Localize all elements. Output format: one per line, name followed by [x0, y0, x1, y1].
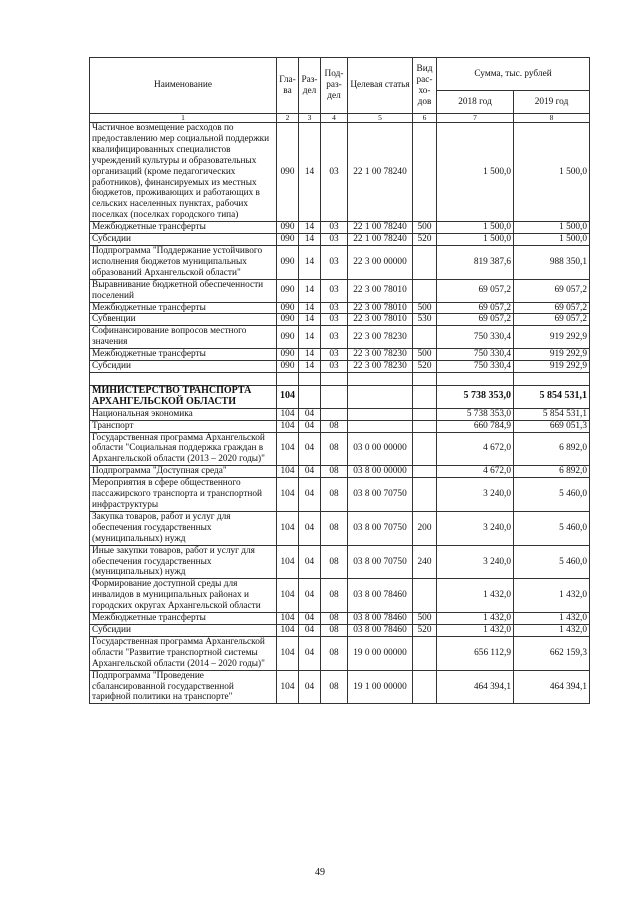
row-sum-2018: 656 112,9 — [437, 636, 514, 670]
row-sum-2018: 1 432,0 — [437, 624, 514, 636]
row-sum-2018: 4 672,0 — [437, 466, 514, 478]
row-podrazdel: 03 — [321, 326, 348, 349]
row-sum-2019: 6 892,0 — [514, 432, 590, 466]
row-podrazdel: 03 — [321, 222, 348, 234]
row-razdel: 04 — [299, 613, 321, 625]
header-sum: Сумма, тыс. рублей — [437, 58, 590, 91]
column-number: 4 — [321, 114, 348, 123]
row-name: Субвенции — [90, 314, 277, 326]
row-expense-type: 240 — [413, 545, 437, 579]
row-sum-2019: 5 460,0 — [514, 545, 590, 579]
row-target-article: 03 8 00 70750 — [348, 545, 413, 579]
row-expense-type: 520 — [413, 361, 437, 373]
row-razdel: 04 — [299, 579, 321, 613]
row-sum-2019: 1 432,0 — [514, 624, 590, 636]
column-number: 3 — [299, 114, 321, 123]
row-target-article: 22 3 00 78230 — [348, 349, 413, 361]
row-razdel: 14 — [299, 245, 321, 279]
row-sum-2018: 69 057,2 — [437, 302, 514, 314]
row-glava: 104 — [277, 478, 299, 512]
row-sum-2019: 1 500,0 — [514, 234, 590, 246]
row-podrazdel: 03 — [321, 279, 348, 302]
row-name: Подпрограмма "Проведение сбалансированной государственной тарифной политики на транспорте" — [90, 670, 277, 704]
table-row — [90, 361, 590, 373]
row-razdel: 04 — [299, 408, 321, 420]
row-expense-type — [413, 326, 437, 349]
header-2019: 2019 год — [514, 91, 590, 114]
row-podrazdel: 08 — [321, 545, 348, 579]
row-target-article: 03 8 00 78460 — [348, 624, 413, 636]
row-target-article: 03 0 00 00000 — [348, 432, 413, 466]
row-podrazdel: 03 — [321, 361, 348, 373]
row-sum-2018: 1 500,0 — [437, 234, 514, 246]
row-name: Межбюджетные трансферты — [90, 613, 277, 625]
row-glava: 104 — [277, 545, 299, 579]
row-razdel: 14 — [299, 326, 321, 349]
table-row — [90, 302, 590, 314]
row-expense-type — [413, 245, 437, 279]
row-sum-2018: 464 394,1 — [437, 670, 514, 704]
row-sum-2018: 1 500,0 — [437, 123, 514, 222]
row-name: Государственная программа Архангельской области "Развитие транспортной системы Архангельской области (2014 – 2020 годы)" — [90, 636, 277, 670]
row-sum-2019: 5 460,0 — [514, 511, 590, 545]
row-podrazdel: 08 — [321, 432, 348, 466]
row-glava: 090 — [277, 234, 299, 246]
row-podrazdel: 08 — [321, 466, 348, 478]
row-name: Национальная экономика — [90, 408, 277, 420]
row-target-article: 03 8 00 78460 — [348, 613, 413, 625]
row-podrazdel: 08 — [321, 478, 348, 512]
row-sum-2018: 750 330,4 — [437, 326, 514, 349]
table-row — [90, 123, 590, 222]
row-sum-2019: 69 057,2 — [514, 279, 590, 302]
table-row — [90, 349, 590, 361]
row-sum-2019: 69 057,2 — [514, 302, 590, 314]
ministry-sum-2018: 5 738 353,0 — [437, 385, 514, 408]
row-expense-type: 500 — [413, 349, 437, 361]
table-row — [90, 279, 590, 302]
row-sum-2019: 669 051,3 — [514, 420, 590, 432]
row-expense-type: 200 — [413, 511, 437, 545]
row-expense-type — [413, 279, 437, 302]
row-expense-type: 500 — [413, 613, 437, 625]
table-row — [90, 326, 590, 349]
row-expense-type — [413, 420, 437, 432]
row-razdel: 04 — [299, 511, 321, 545]
row-name: Межбюджетные трансферты — [90, 302, 277, 314]
row-sum-2018: 1 432,0 — [437, 613, 514, 625]
row-sum-2018: 750 330,4 — [437, 361, 514, 373]
row-glava: 104 — [277, 408, 299, 420]
row-sum-2018: 3 240,0 — [437, 545, 514, 579]
header-razdel: Раз-дел — [299, 58, 321, 114]
row-razdel: 04 — [299, 545, 321, 579]
row-expense-type — [413, 123, 437, 222]
row-glava: 104 — [277, 636, 299, 670]
row-target-article: 22 3 00 78010 — [348, 302, 413, 314]
row-name: Закупка товаров, работ и услуг для обеспечения государственных (муниципальных) нужд — [90, 511, 277, 545]
row-razdel: 14 — [299, 349, 321, 361]
table-row — [90, 579, 590, 613]
column-number: 1 — [90, 114, 277, 123]
table-body-ministry — [90, 372, 590, 408]
table-row — [90, 432, 590, 466]
row-expense-type — [413, 579, 437, 613]
row-sum-2019: 919 292,9 — [514, 349, 590, 361]
row-sum-2019: 1 500,0 — [514, 222, 590, 234]
row-name: Подпрограмма "Доступная среда" — [90, 466, 277, 478]
row-glava: 090 — [277, 222, 299, 234]
row-glava: 104 — [277, 579, 299, 613]
row-glava: 104 — [277, 420, 299, 432]
ministry-row — [90, 385, 590, 408]
row-glava: 090 — [277, 279, 299, 302]
row-expense-type — [413, 636, 437, 670]
table-row — [90, 314, 590, 326]
row-target-article: 19 1 00 00000 — [348, 670, 413, 704]
row-glava: 090 — [277, 361, 299, 373]
table-row — [90, 222, 590, 234]
row-razdel: 04 — [299, 636, 321, 670]
page-number: 49 — [315, 867, 325, 878]
header-name: Наименование — [90, 58, 277, 114]
column-number: 8 — [514, 114, 590, 123]
row-sum-2018: 3 240,0 — [437, 478, 514, 512]
row-glava: 090 — [277, 302, 299, 314]
table-body-bottom — [90, 408, 590, 704]
row-target-article: 22 1 00 78240 — [348, 234, 413, 246]
row-sum-2019: 988 350,1 — [514, 245, 590, 279]
table-row — [90, 545, 590, 579]
row-name: Иные закупки товаров, работ и услуг для обеспечения государственных (муниципальных) нужд — [90, 545, 277, 579]
row-name: Мероприятия в сфере общественного пассажирского транспорта и транспортной инфраструктуры — [90, 478, 277, 512]
spacer-row — [90, 372, 590, 385]
row-expense-type — [413, 408, 437, 420]
row-glava: 104 — [277, 670, 299, 704]
row-sum-2018: 1 500,0 — [437, 222, 514, 234]
row-target-article: 03 8 00 70750 — [348, 478, 413, 512]
row-target-article: 22 3 00 78010 — [348, 279, 413, 302]
row-target-article: 22 3 00 00000 — [348, 245, 413, 279]
row-sum-2018: 3 240,0 — [437, 511, 514, 545]
column-number: 7 — [437, 114, 514, 123]
table-row — [90, 408, 590, 420]
row-glava: 104 — [277, 624, 299, 636]
column-number: 5 — [348, 114, 413, 123]
row-sum-2018: 5 738 353,0 — [437, 408, 514, 420]
table-row — [90, 245, 590, 279]
column-number: 2 — [277, 114, 299, 123]
row-target-article: 19 0 00 00000 — [348, 636, 413, 670]
row-razdel: 04 — [299, 478, 321, 512]
row-target-article: 22 3 00 78010 — [348, 314, 413, 326]
row-sum-2019: 5 854 531,1 — [514, 408, 590, 420]
row-name: Межбюджетные трансферты — [90, 349, 277, 361]
row-name: Субсидии — [90, 361, 277, 373]
header-target-article: Целевая статья — [348, 58, 413, 114]
row-expense-type — [413, 478, 437, 512]
row-podrazdel: 08 — [321, 670, 348, 704]
row-sum-2019: 919 292,9 — [514, 326, 590, 349]
budget-table — [89, 57, 590, 704]
table-body-top — [90, 123, 590, 373]
row-podrazdel: 03 — [321, 349, 348, 361]
row-expense-type — [413, 432, 437, 466]
row-razdel: 14 — [299, 234, 321, 246]
row-glava: 090 — [277, 245, 299, 279]
row-expense-type — [413, 670, 437, 704]
row-razdel: 14 — [299, 279, 321, 302]
row-name: Межбюджетные трансферты — [90, 222, 277, 234]
row-razdel: 14 — [299, 361, 321, 373]
row-target-article: 22 1 00 78240 — [348, 123, 413, 222]
row-glava: 090 — [277, 326, 299, 349]
row-glava: 090 — [277, 314, 299, 326]
header-expense-type: Вид рас-хо-дов — [413, 58, 437, 114]
row-sum-2019: 919 292,9 — [514, 361, 590, 373]
row-podrazdel: 03 — [321, 123, 348, 222]
table-row — [90, 624, 590, 636]
row-razdel: 14 — [299, 314, 321, 326]
row-sum-2019: 1 432,0 — [514, 613, 590, 625]
row-name: Субсидии — [90, 234, 277, 246]
table-row — [90, 670, 590, 704]
table-row — [90, 511, 590, 545]
row-podrazdel: 08 — [321, 624, 348, 636]
row-name: Подпрограмма "Поддержание устойчивого исполнения бюджетов муниципальных образований Архангельской области" — [90, 245, 277, 279]
row-name: Субсидии — [90, 624, 277, 636]
row-glava: 104 — [277, 466, 299, 478]
row-expense-type: 530 — [413, 314, 437, 326]
table-row — [90, 420, 590, 432]
row-expense-type: 520 — [413, 624, 437, 636]
row-name: Выравнивание бюджетной обеспеченности поселений — [90, 279, 277, 302]
row-expense-type: 520 — [413, 234, 437, 246]
row-podrazdel: 03 — [321, 314, 348, 326]
row-target-article: 22 1 00 78240 — [348, 222, 413, 234]
row-razdel: 14 — [299, 123, 321, 222]
row-razdel: 04 — [299, 466, 321, 478]
row-sum-2018: 660 784,9 — [437, 420, 514, 432]
row-razdel: 14 — [299, 302, 321, 314]
row-sum-2019: 5 460,0 — [514, 478, 590, 512]
row-podrazdel — [321, 408, 348, 420]
row-podrazdel: 08 — [321, 420, 348, 432]
row-target-article: 03 8 00 78460 — [348, 579, 413, 613]
row-sum-2019: 464 394,1 — [514, 670, 590, 704]
row-sum-2019: 1 500,0 — [514, 123, 590, 222]
row-sum-2019: 69 057,2 — [514, 314, 590, 326]
row-name: Государственная программа Архангельской области "Социальная поддержка граждан в Архангельской области (2013 – 2020 годы)" — [90, 432, 277, 466]
row-sum-2018: 69 057,2 — [437, 279, 514, 302]
row-name: Софинансирование вопросов местного значения — [90, 326, 277, 349]
row-glava: 090 — [277, 349, 299, 361]
row-sum-2018: 750 330,4 — [437, 349, 514, 361]
row-podrazdel: 08 — [321, 579, 348, 613]
row-target-article: 22 3 00 78230 — [348, 326, 413, 349]
row-expense-type — [413, 466, 437, 478]
row-podrazdel: 03 — [321, 302, 348, 314]
row-razdel: 04 — [299, 670, 321, 704]
table-row — [90, 636, 590, 670]
ministry-sum-2019: 5 854 531,1 — [514, 385, 590, 408]
row-sum-2019: 6 892,0 — [514, 466, 590, 478]
row-sum-2018: 69 057,2 — [437, 314, 514, 326]
table-row — [90, 478, 590, 512]
table-row — [90, 613, 590, 625]
row-podrazdel: 03 — [321, 234, 348, 246]
row-name: Транспорт — [90, 420, 277, 432]
ministry-glava: 104 — [277, 385, 299, 408]
row-podrazdel: 08 — [321, 613, 348, 625]
row-target-article: 03 8 00 00000 — [348, 466, 413, 478]
row-target-article — [348, 408, 413, 420]
row-expense-type: 500 — [413, 222, 437, 234]
column-number: 6 — [413, 114, 437, 123]
row-sum-2018: 4 672,0 — [437, 432, 514, 466]
row-target-article — [348, 420, 413, 432]
header-podrazdel: Под-раз-дел — [321, 58, 348, 114]
row-glava: 104 — [277, 613, 299, 625]
row-podrazdel: 08 — [321, 511, 348, 545]
row-target-article: 03 8 00 70750 — [348, 511, 413, 545]
table-row — [90, 466, 590, 478]
row-expense-type: 500 — [413, 302, 437, 314]
row-sum-2019: 662 159,3 — [514, 636, 590, 670]
row-target-article: 22 3 00 78230 — [348, 361, 413, 373]
row-name: Частичное возмещение расходов по предоставлению мер социальной поддержки квалифицированных специалистов учреждений культуры и образовательных организаций (кроме педагогических работников), финансируемых из местных бюджетов, проживающих и работающих в сельских населенных пунктах, рабочих поселках (поселках городского типа) — [90, 123, 277, 222]
row-razdel: 04 — [299, 432, 321, 466]
row-razdel: 04 — [299, 420, 321, 432]
header-2018: 2018 год — [437, 91, 514, 114]
column-number-row — [90, 114, 590, 123]
ministry-name: МИНИСТЕРСТВО ТРАНСПОРТА АРХАНГЕЛЬСКОЙ ОБЛАСТИ — [90, 385, 277, 408]
row-name: Формирование доступной среды для инвалидов в муниципальных районах и городских округах Архангельской области — [90, 579, 277, 613]
row-glava: 104 — [277, 432, 299, 466]
header-glava: Гла-ва — [277, 58, 299, 114]
table-row — [90, 234, 590, 246]
row-podrazdel: 08 — [321, 636, 348, 670]
row-glava: 090 — [277, 123, 299, 222]
row-podrazdel: 03 — [321, 245, 348, 279]
row-sum-2018: 819 387,6 — [437, 245, 514, 279]
row-razdel: 14 — [299, 222, 321, 234]
row-razdel: 04 — [299, 624, 321, 636]
row-sum-2019: 1 432,0 — [514, 579, 590, 613]
row-glava: 104 — [277, 511, 299, 545]
row-sum-2018: 1 432,0 — [437, 579, 514, 613]
